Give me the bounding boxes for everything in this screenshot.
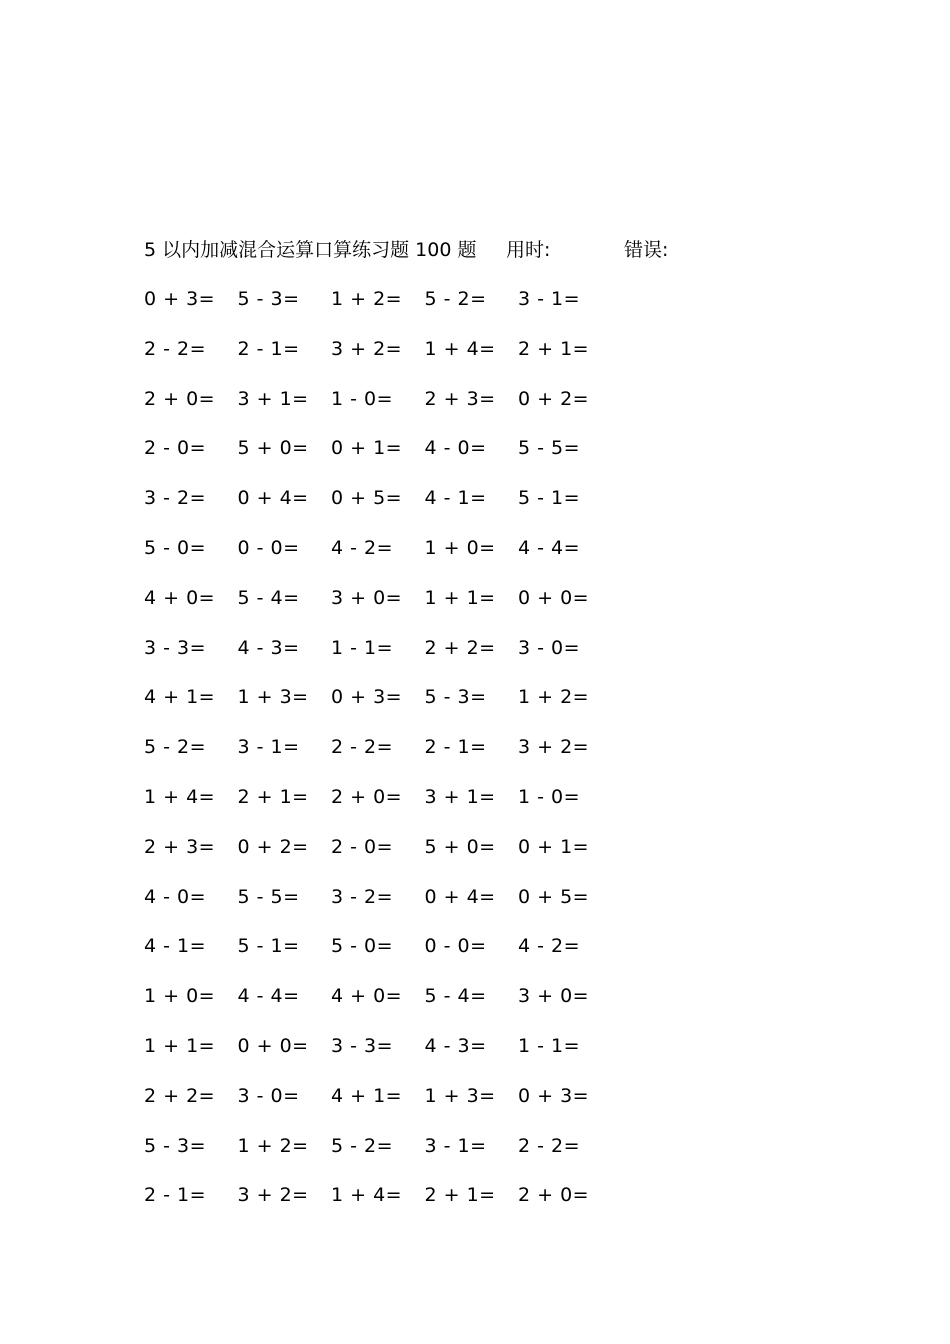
math-problem: 2 - 2= [331,736,394,759]
math-problem: 0 + 0= [237,1034,309,1057]
math-problem: 1 + 4= [424,337,496,360]
math-problem: 1 - 1= [331,636,394,659]
math-problem: 4 - 3= [237,636,300,659]
problem-row [144,434,624,484]
math-problem: 3 - 3= [331,1034,394,1057]
math-problem: 1 + 3= [237,686,309,709]
math-problem: 5 + 0= [237,437,309,460]
math-problem: 5 - 5= [518,437,581,460]
math-problem: 3 + 1= [424,785,496,808]
math-problem: 2 - 2= [144,337,207,360]
math-problem: 0 + 2= [518,387,590,410]
problem-row [144,484,624,534]
math-problem: 2 + 1= [237,785,309,808]
problem-row [144,982,624,1032]
math-problem: 1 + 0= [424,536,496,559]
math-problem: 3 - 2= [331,885,394,908]
problem-row [144,783,624,833]
math-problem: 0 + 3= [144,288,216,310]
worksheet-title: 5 以内加减混合运算口算练习题 100 题 [144,239,477,261]
math-problem: 1 + 2= [237,1134,309,1157]
math-problem: 5 - 2= [144,736,207,759]
math-problem: 1 + 1= [144,1034,216,1057]
problem-grid [144,285,624,1231]
math-problem: 3 + 2= [237,1184,309,1207]
math-problem: 1 - 0= [331,387,394,410]
problem-row [144,883,624,933]
math-problem: 4 - 2= [518,935,581,958]
math-problem: 2 - 1= [424,736,487,759]
math-problem: 2 + 3= [144,835,216,858]
problem-row [144,285,624,335]
math-problem: 2 - 1= [144,1184,207,1207]
math-problem: 2 + 0= [331,785,403,808]
problem-row [144,1181,624,1231]
math-problem: 5 - 4= [237,586,300,609]
problem-row [144,1082,624,1132]
math-problem: 5 - 3= [237,288,300,310]
math-problem: 4 + 0= [331,985,403,1008]
worksheet-header [144,236,704,264]
math-problem: 2 - 0= [144,437,207,460]
math-problem: 5 - 5= [237,885,300,908]
math-problem: 5 - 1= [237,935,300,958]
problem-row [144,534,624,584]
math-problem: 0 - 0= [237,536,300,559]
math-problem: 3 - 1= [518,288,581,310]
math-problem: 2 + 3= [424,387,496,410]
math-problem: 5 - 3= [144,1134,207,1157]
math-problem: 3 - 1= [424,1134,487,1157]
math-problem: 5 - 2= [331,1134,394,1157]
math-problem: 2 + 1= [424,1184,496,1207]
math-problem: 3 + 1= [237,387,309,410]
math-problem: 0 + 3= [331,686,403,709]
math-problem: 4 - 1= [424,487,487,510]
problem-row [144,833,624,883]
math-problem: 5 - 4= [424,985,487,1008]
problem-row [144,683,624,733]
errors-label: 错误: [624,239,669,261]
math-problem: 0 - 0= [424,935,487,958]
math-problem: 4 + 1= [331,1084,403,1107]
math-problem: 4 - 1= [144,935,207,958]
math-problem: 4 + 1= [144,686,216,709]
time-used-label: 用时: [506,239,551,261]
math-problem: 1 - 1= [518,1034,581,1057]
math-problem: 0 + 0= [518,586,590,609]
math-problem: 3 + 2= [331,337,403,360]
math-problem: 4 - 4= [237,985,300,1008]
math-problem: 4 - 3= [424,1034,487,1057]
math-problem: 5 + 0= [424,835,496,858]
problem-row [144,385,624,435]
math-problem: 3 + 2= [518,736,590,759]
math-problem: 1 + 1= [424,586,496,609]
math-problem: 5 - 0= [144,536,207,559]
math-problem: 5 - 3= [424,686,487,709]
math-problem: 2 + 2= [144,1084,216,1107]
math-problem: 2 - 1= [237,337,300,360]
math-problem: 3 - 2= [144,487,207,510]
math-problem: 0 + 5= [331,487,403,510]
math-problem: 4 + 0= [144,586,216,609]
math-problem: 2 + 2= [424,636,496,659]
problem-row [144,584,624,634]
math-problem: 4 - 0= [144,885,207,908]
math-problem: 3 - 3= [144,636,207,659]
math-problem: 1 + 4= [144,785,216,808]
math-problem: 0 + 2= [237,835,309,858]
math-problem: 5 - 2= [424,288,487,310]
problem-row [144,335,624,385]
math-problem: 5 - 1= [518,487,581,510]
math-problem: 2 + 0= [144,387,216,410]
math-problem: 0 + 4= [424,885,496,908]
math-problem: 1 + 2= [331,288,403,310]
math-problem: 2 + 0= [518,1184,590,1207]
math-problem: 0 + 4= [237,487,309,510]
math-problem: 4 - 4= [518,536,581,559]
math-problem: 3 - 1= [237,736,300,759]
problem-row [144,634,624,684]
math-problem: 3 - 0= [518,636,581,659]
math-problem: 1 + 3= [424,1084,496,1107]
problem-row [144,733,624,783]
math-problem: 5 - 0= [331,935,394,958]
math-problem: 2 - 2= [518,1134,581,1157]
math-problem: 0 + 5= [518,885,590,908]
math-problem: 3 - 0= [237,1084,300,1107]
math-problem: 1 + 2= [518,686,590,709]
math-problem: 4 - 2= [331,536,394,559]
problem-row [144,1132,624,1182]
math-problem: 0 + 1= [518,835,590,858]
problem-row [144,932,624,982]
math-problem: 1 - 0= [518,785,581,808]
math-problem: 3 + 0= [331,586,403,609]
math-problem: 0 + 3= [518,1084,590,1107]
problem-row [144,1032,624,1082]
math-problem: 4 - 0= [424,437,487,460]
math-problem: 2 - 0= [331,835,394,858]
math-problem: 2 + 1= [518,337,590,360]
math-problem: 0 + 1= [331,437,403,460]
math-problem: 1 + 4= [331,1184,403,1207]
math-problem: 1 + 0= [144,985,216,1008]
math-problem: 3 + 0= [518,985,590,1008]
